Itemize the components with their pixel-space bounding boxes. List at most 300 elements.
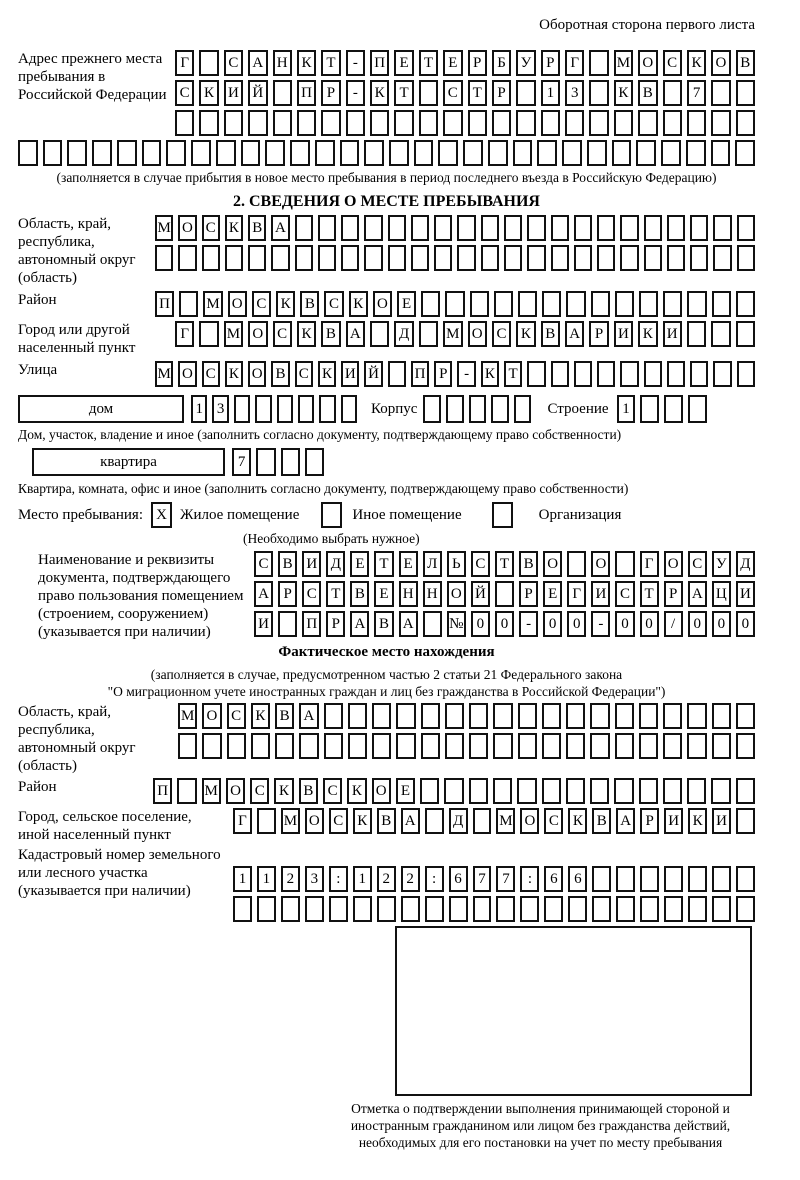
char-cell — [737, 215, 755, 241]
char-cell — [425, 896, 444, 922]
char-cell: К — [276, 291, 295, 317]
char-cell — [388, 245, 406, 271]
char-cell — [372, 733, 391, 759]
char-cell: И — [224, 80, 243, 106]
char-cell — [661, 140, 681, 166]
char-cell — [551, 361, 569, 387]
char-cell — [234, 395, 250, 423]
char-cell: 6 — [544, 866, 563, 892]
char-cell — [241, 140, 261, 166]
char-cell: Р — [326, 611, 345, 637]
char-cell — [616, 896, 635, 922]
char-cell: К — [370, 80, 389, 106]
char-cell — [516, 110, 535, 136]
char-cell — [92, 140, 112, 166]
char-cell: О — [248, 321, 267, 347]
char-cell — [688, 395, 707, 423]
doc-label: Наименование и реквизиты документа, подтверждающего право пользования помещением (строением, сооружением) (указывается при наличии) — [38, 552, 244, 640]
char-cell: С — [323, 778, 342, 804]
char-cell — [67, 140, 87, 166]
char-cell — [469, 733, 488, 759]
confirmation-stamp-area — [395, 926, 752, 1096]
char-cell: К — [225, 215, 243, 241]
actual-city-group — [18, 808, 755, 844]
char-cell — [372, 703, 391, 729]
house-row — [18, 395, 755, 423]
char-cell — [494, 291, 513, 317]
char-cell — [527, 361, 545, 387]
char-cell — [414, 140, 434, 166]
char-cell: 7 — [232, 448, 251, 476]
char-cell — [527, 215, 545, 241]
char-cell — [686, 140, 706, 166]
char-cell — [589, 110, 608, 136]
char-cell — [199, 50, 218, 76]
char-cell — [711, 80, 730, 106]
house-caption: Дом, участок, владение и иное (заполнить согласно документу, подтверждающему право собственности) — [18, 427, 622, 442]
char-cell: 0 — [615, 611, 634, 637]
actual-location-note2: "О миграционном учете иностранных граждан и лиц без гражданства в Российской Федерации") — [107, 684, 666, 699]
char-cell: № — [447, 611, 466, 637]
char-cell: Р — [321, 80, 340, 106]
char-cell — [469, 395, 487, 423]
char-cell — [687, 321, 706, 347]
char-cell — [736, 110, 755, 136]
char-cell — [636, 140, 656, 166]
char-cell — [518, 703, 537, 729]
char-cell: С — [492, 321, 511, 347]
prev-address-rows — [175, 50, 755, 136]
char-cell — [468, 110, 487, 136]
char-cell: 1 — [257, 866, 276, 892]
char-cell — [644, 361, 662, 387]
char-cell: У — [712, 551, 731, 577]
char-cell — [469, 778, 488, 804]
doc-rows — [254, 551, 755, 637]
char-cell — [319, 395, 335, 423]
char-cell — [664, 395, 683, 423]
char-cell — [712, 733, 731, 759]
char-cell — [445, 291, 464, 317]
char-cell — [620, 215, 638, 241]
char-cell: О — [711, 50, 730, 76]
prev-address-extra-row — [18, 140, 755, 166]
char-cell: Е — [350, 551, 369, 577]
char-cell — [568, 896, 587, 922]
char-cell — [191, 140, 211, 166]
char-cell — [736, 80, 755, 106]
char-cell: В — [374, 611, 393, 637]
char-cell: К — [297, 321, 316, 347]
char-cell — [401, 896, 420, 922]
char-cell — [481, 245, 499, 271]
char-cell — [341, 395, 357, 423]
char-cell — [667, 361, 685, 387]
char-cell — [562, 140, 582, 166]
char-cell: Ц — [712, 581, 731, 607]
korpus-row — [423, 395, 531, 423]
char-cell — [620, 361, 638, 387]
actual-city-label: Город, сельское поселение, иной населенный пункт — [18, 809, 192, 843]
char-cell — [638, 110, 657, 136]
actual-district-group — [18, 778, 755, 804]
char-cell — [248, 110, 267, 136]
char-cell — [275, 733, 294, 759]
char-cell: 0 — [736, 611, 755, 637]
char-cell — [574, 245, 592, 271]
char-cell: О — [372, 778, 391, 804]
char-cell — [590, 703, 609, 729]
char-cell — [419, 321, 438, 347]
char-cell: Е — [399, 551, 418, 577]
char-cell: 7 — [687, 80, 706, 106]
char-cell — [492, 110, 511, 136]
char-cell: В — [592, 808, 611, 834]
apartment-type-box: квартира — [32, 448, 225, 476]
char-cell: 3 — [305, 866, 324, 892]
char-cell — [737, 361, 755, 387]
actual-district-label: Район — [18, 779, 57, 795]
char-cell: Р — [640, 808, 659, 834]
actual-region-group — [18, 703, 755, 775]
char-cell: С — [295, 361, 313, 387]
char-cell: М — [281, 808, 300, 834]
char-cell: 3 — [565, 80, 584, 106]
char-cell: Т — [640, 581, 659, 607]
char-cell: А — [688, 581, 707, 607]
char-cell — [711, 140, 731, 166]
char-cell — [527, 245, 545, 271]
char-cell — [615, 733, 634, 759]
char-cell — [592, 866, 611, 892]
char-cell: К — [318, 361, 336, 387]
char-cell — [513, 140, 533, 166]
char-cell: С — [663, 50, 682, 76]
char-cell: А — [248, 50, 267, 76]
char-cell: А — [254, 581, 273, 607]
char-grid-row — [153, 778, 755, 804]
char-cell: Р — [278, 581, 297, 607]
char-cell — [736, 291, 755, 317]
stay-type-label: Место пребывания: — [18, 506, 143, 523]
char-cell: У — [516, 50, 535, 76]
char-cell: 0 — [543, 611, 562, 637]
char-cell: 6 — [449, 866, 468, 892]
city-label: Город или другой населенный пункт — [18, 322, 136, 356]
char-cell: В — [248, 215, 266, 241]
house-type-box: дом — [18, 395, 184, 423]
char-cell: Е — [374, 581, 393, 607]
char-cell — [712, 866, 731, 892]
stay-option-label-other: Иное помещение — [352, 506, 462, 523]
stay-option-label-residential: Жилое помещение — [180, 506, 300, 523]
char-grid-row — [155, 291, 755, 317]
char-cell — [615, 291, 634, 317]
char-cell — [640, 896, 659, 922]
char-cell — [421, 291, 440, 317]
char-cell — [736, 321, 755, 347]
char-cell — [419, 110, 438, 136]
char-cell — [711, 778, 730, 804]
char-cell — [544, 896, 563, 922]
char-cell — [469, 703, 488, 729]
char-cell — [590, 733, 609, 759]
char-cell: С — [471, 551, 490, 577]
char-cell — [257, 896, 276, 922]
char-grid-row — [175, 80, 755, 106]
char-cell — [736, 778, 755, 804]
char-cell — [443, 110, 462, 136]
char-cell — [389, 140, 409, 166]
char-cell: Е — [443, 50, 462, 76]
char-cell: - — [519, 611, 538, 637]
char-cell: 7 — [473, 866, 492, 892]
char-cell: 0 — [712, 611, 731, 637]
char-cell: Р — [541, 50, 560, 76]
char-cell — [423, 611, 442, 637]
char-cell: : — [520, 866, 539, 892]
char-cell: И — [341, 361, 359, 387]
char-cell: О — [447, 581, 466, 607]
char-cell — [179, 291, 198, 317]
char-cell: Н — [273, 50, 292, 76]
char-cell — [411, 245, 429, 271]
char-cell — [493, 703, 512, 729]
char-cell: И — [736, 581, 755, 607]
char-cell — [612, 140, 632, 166]
char-cell: В — [541, 321, 560, 347]
section2-title: 2. СВЕДЕНИЯ О МЕСТЕ ПРЕБЫВАНИЯ — [233, 193, 540, 210]
char-cell — [663, 778, 682, 804]
char-cell: А — [350, 611, 369, 637]
char-cell — [481, 215, 499, 241]
char-cell — [688, 866, 707, 892]
char-cell — [565, 110, 584, 136]
char-cell — [615, 703, 634, 729]
char-cell — [597, 215, 615, 241]
char-cell — [18, 140, 38, 166]
char-grid-row — [155, 245, 755, 271]
char-cell — [687, 703, 706, 729]
street-group — [18, 361, 755, 387]
char-cell — [255, 395, 271, 423]
char-cell — [434, 245, 452, 271]
char-grid-row — [175, 110, 755, 136]
char-grid-row — [233, 808, 755, 834]
char-cell: П — [155, 291, 174, 317]
char-cell — [329, 896, 348, 922]
char-cell — [364, 215, 382, 241]
char-cell: В — [275, 703, 294, 729]
char-cell — [470, 291, 489, 317]
char-cell: О — [373, 291, 392, 317]
char-grid-row — [178, 703, 755, 729]
char-cell: 0 — [495, 611, 514, 637]
char-cell: Т — [326, 581, 345, 607]
char-cell: С — [329, 808, 348, 834]
char-cell — [341, 245, 359, 271]
char-cell — [233, 896, 252, 922]
char-cell — [420, 778, 439, 804]
actual-location-title: Фактическое место нахождения — [278, 644, 495, 660]
char-grid-row — [175, 321, 755, 347]
apartment-number-row — [232, 448, 324, 476]
char-cell: М — [155, 215, 173, 241]
char-cell: В — [377, 808, 396, 834]
char-cell: 0 — [567, 611, 586, 637]
char-cell — [202, 733, 221, 759]
char-cell: О — [226, 778, 245, 804]
char-cell — [295, 215, 313, 241]
char-cell — [388, 215, 406, 241]
char-cell: В — [300, 291, 319, 317]
char-cell — [663, 733, 682, 759]
page-side-note: Оборотная сторона первого листа — [539, 17, 755, 33]
char-cell — [348, 703, 367, 729]
char-cell: Т — [419, 50, 438, 76]
char-cell: : — [329, 866, 348, 892]
char-cell — [518, 291, 537, 317]
prev-address-group — [18, 50, 755, 136]
stay-option-label-organization: Организация — [538, 506, 622, 523]
char-cell: М — [496, 808, 515, 834]
char-cell: О — [543, 551, 562, 577]
char-cell: Г — [233, 808, 252, 834]
char-cell — [496, 896, 515, 922]
char-cell — [567, 551, 586, 577]
char-cell — [591, 291, 610, 317]
region-rows — [155, 215, 755, 271]
char-cell: Р — [589, 321, 608, 347]
char-cell — [248, 245, 266, 271]
char-cell: П — [302, 611, 321, 637]
char-cell — [281, 448, 300, 476]
char-cell — [434, 215, 452, 241]
city-group — [18, 321, 755, 357]
char-cell — [667, 245, 685, 271]
char-cell: В — [299, 778, 318, 804]
char-cell: С — [224, 50, 243, 76]
char-cell — [175, 110, 194, 136]
char-cell — [423, 395, 441, 423]
char-cell — [445, 703, 464, 729]
char-cell: Д — [394, 321, 413, 347]
char-cell: А — [346, 321, 365, 347]
char-cell: : — [425, 866, 444, 892]
char-cell: - — [346, 50, 365, 76]
char-cell — [419, 80, 438, 106]
char-cell — [256, 448, 275, 476]
char-cell — [318, 245, 336, 271]
char-cell: С — [202, 215, 220, 241]
char-cell — [396, 703, 415, 729]
char-grid-row — [254, 581, 755, 607]
char-cell — [736, 808, 755, 834]
char-cell: Г — [567, 581, 586, 607]
char-cell — [737, 245, 755, 271]
char-cell: М — [155, 361, 173, 387]
char-cell: Т — [321, 50, 340, 76]
char-cell — [473, 808, 492, 834]
char-cell: В — [271, 361, 289, 387]
region-label: Область, край, республика, автономный округ (область) — [18, 216, 136, 286]
char-cell: С — [443, 80, 462, 106]
actual-region-label: Область, край, республика, автономный округ (область) — [18, 704, 136, 774]
char-cell — [305, 448, 324, 476]
district-group — [18, 291, 755, 317]
char-cell — [597, 245, 615, 271]
char-cell: С — [324, 291, 343, 317]
char-cell: П — [153, 778, 172, 804]
char-cell: Р — [434, 361, 452, 387]
char-cell: - — [346, 80, 365, 106]
char-cell — [664, 896, 683, 922]
char-cell: Т — [504, 361, 522, 387]
char-cell: Г — [565, 50, 584, 76]
char-cell — [377, 896, 396, 922]
char-cell: С — [227, 703, 246, 729]
char-cell — [566, 291, 585, 317]
char-cell — [493, 778, 512, 804]
char-cell: И — [591, 581, 610, 607]
char-cell: Ь — [447, 551, 466, 577]
char-cell: О — [520, 808, 539, 834]
apartment-caption: Квартира, комната, офис и иное (заполнить согласно документу, подтверждающему право собственности) — [18, 481, 629, 496]
cadastral-group — [18, 846, 755, 922]
char-cell — [364, 245, 382, 271]
char-cell — [421, 703, 440, 729]
char-cell — [224, 110, 243, 136]
char-cell — [321, 110, 340, 136]
char-cell — [517, 778, 536, 804]
char-cell — [421, 733, 440, 759]
char-cell — [735, 140, 755, 166]
char-cell — [178, 733, 197, 759]
char-cell — [663, 110, 682, 136]
char-cell: 1 — [617, 395, 636, 423]
char-cell: С — [250, 778, 269, 804]
char-cell: О — [202, 703, 221, 729]
char-cell — [473, 896, 492, 922]
char-cell: 1 — [233, 866, 252, 892]
char-cell — [273, 80, 292, 106]
char-cell — [690, 245, 708, 271]
char-grid-row — [233, 896, 755, 922]
char-cell: И — [302, 551, 321, 577]
char-cell — [463, 140, 483, 166]
char-cell — [542, 778, 561, 804]
char-cell — [202, 245, 220, 271]
char-cell — [542, 733, 561, 759]
char-cell: М — [614, 50, 633, 76]
char-cell — [199, 110, 218, 136]
char-cell: 1 — [191, 395, 207, 423]
char-cell: М — [202, 778, 221, 804]
char-cell — [324, 733, 343, 759]
char-cell: А — [616, 808, 635, 834]
char-cell: К — [347, 778, 366, 804]
char-cell: Л — [423, 551, 442, 577]
char-cell — [711, 110, 730, 136]
char-cell — [346, 110, 365, 136]
char-cell — [574, 215, 592, 241]
char-cell: И — [712, 808, 731, 834]
char-grid-row — [233, 866, 755, 892]
char-cell: Г — [175, 321, 194, 347]
char-cell: О — [178, 215, 196, 241]
char-cell: Е — [396, 778, 415, 804]
char-cell: Г — [175, 50, 194, 76]
